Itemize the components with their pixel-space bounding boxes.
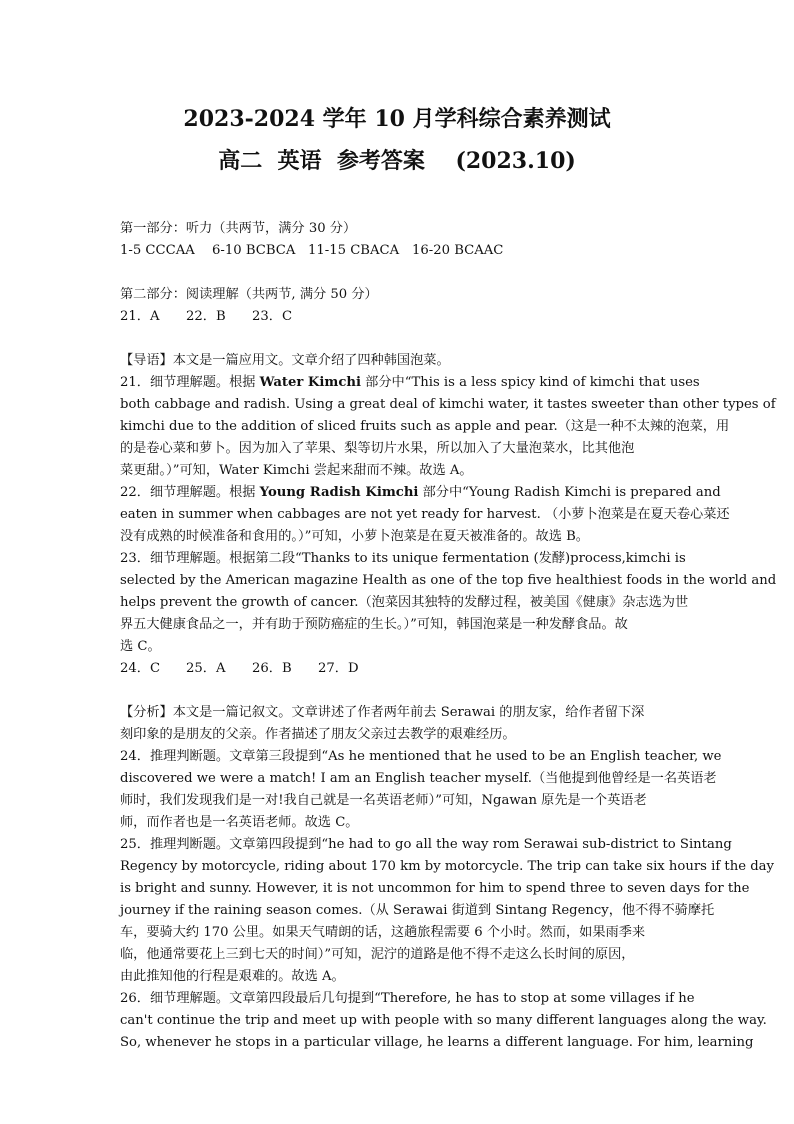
part2-answers-b (120, 658, 680, 680)
answer-group: 11-15 CBACA (308, 243, 400, 258)
answer-item: 22．B (186, 309, 226, 324)
q25-line: journey if the raining season comes.（从 Serawai 街道到 Sintang Regency，他不得不骑摩托 (120, 903, 715, 918)
q26-line: 26．细节理解题。文章第四段最后几句提到“Therefore, he has to stop at some villages if he (120, 991, 695, 1006)
q21-text: 部分中“This is a less spicy kind of kimchi that uses (360, 375, 700, 390)
q21-line: 的是卷心菜和萝卜。因为加入了苹果、梨等切片水果，所以加入了大量泡菜水，比其他泡 (120, 441, 635, 456)
q24-line: discovered we were a match! I am an English teacher myself.（当他提到他曾经是一名英语老 (120, 771, 717, 786)
part2-heading: 第二部分：阅读理解（共两节, 满分 50 分） (120, 287, 378, 302)
passage-b-intro: 【分析】本文是一篇记叙文。文章讲述了作者两年前去 Serawai 的朋友家，给作者留下深 (120, 705, 645, 720)
q22-prefix: 22．细节理解题。根据 (120, 485, 260, 500)
q24-line: 师时，我们发现我们是一对!我自己就是一名英语老师）”可知，Ngawan 原先是一个英语老 (120, 793, 647, 808)
q23-line: selected by the American magazine Health as one of the top five healthiest foods in the world and (120, 573, 777, 588)
q25-line: 车，要骑大约 170 公里。如果天气晴朗的话，这趟旅程需要 6 个小时。然而，如果雨季来 (120, 925, 646, 940)
q21-line: both cabbage and radish. Using a great deal of kimchi water, it tastes sweeter than other types of (120, 397, 776, 412)
q25-line: is bright and sunny. However, it is not uncommon for him to spend three to seven days for the (120, 881, 750, 896)
answer-item: 21．A (120, 309, 160, 324)
q25-line: 由此推知他的行程是艰难的。故选 A。 (120, 969, 345, 984)
q26-line: can't continue the trip and meet up with people with so many different languages along the way. (120, 1013, 767, 1028)
q25-line: 25．推理判断题。文章第四段提到“he had to go all the way rom Serawai sub-district to Sintang (120, 837, 732, 852)
q21-prefix: 21．细节理解题。根据 (120, 375, 260, 390)
answer-item: 25．A (186, 661, 226, 676)
page-subtitle: 高二 英语 参考答案 (2023.10) (218, 148, 576, 174)
answer-item: 26．B (252, 661, 292, 676)
q23-line: helps prevent the growth of cancer.（泡菜因其独特的发酵过程，被美国《健康》杂志选为世 (120, 595, 689, 610)
q25-line: 临，他通常要花上三到七天的时间）”可知，泥泞的道路是他不得不走这么长时间的原因， (120, 947, 635, 962)
answer-group: 16-20 BCAAC (412, 243, 504, 258)
q22-line (120, 482, 721, 504)
part1-answers (120, 240, 680, 262)
page-title: 2023-2024 学年 10 月学科综合素养测试 (183, 106, 611, 132)
q23-line: 23．细节理解题。根据第二段“Thanks to its unique fermentation (发酵)process,kimchi is (120, 551, 686, 566)
q25-line: Regency by motorcycle, riding about 170 km by motorcycle. The trip can take six hours if the day (120, 859, 774, 874)
answer-item: 27．D (318, 661, 359, 676)
answer-item: 23．C (252, 309, 293, 324)
passage-a-intro: 【导语】本文是一篇应用文。文章介绍了四种韩国泡菜。 (120, 353, 450, 368)
q21-line: 菜更甜。）”可知，Water Kimchi 尝起来甜而不辣。故选 A。 (120, 463, 473, 478)
q22-keyword: Young Radish Kimchi (259, 485, 419, 500)
answer-item: 24．C (120, 661, 161, 676)
passage-b-intro: 刻印象的是朋友的父亲。作者描述了朋友父亲过去教学的艰难经历。 (120, 727, 516, 742)
q24-line: 24．推理判断题。文章第三段提到“As he mentioned that he used to be an English teacher, we (120, 749, 722, 764)
q26-line: So, whenever he stops in a particular village, he learns a different language. For him, learning (120, 1035, 754, 1050)
q22-text: 部分中“Young Radish Kimchi is prepared and (418, 485, 721, 500)
answer-group: 6-10 BCBCA (212, 243, 296, 258)
q21-keyword: Water Kimchi (259, 375, 361, 390)
document-body (120, 218, 777, 1054)
part2-answers-a (120, 306, 680, 328)
part1-heading: 第一部分：听力（共两节，满分 30 分） (120, 221, 357, 236)
q24-line: 师，而作者也是一名英语老师。故选 C。 (120, 815, 359, 830)
q21-line (120, 372, 700, 394)
q23-line: 界五大健康食品之一，并有助于预防癌症的生长。）”可知，韩国泡菜是一种发酵食品。故 (120, 617, 628, 632)
q23-line: 选 C。 (120, 639, 161, 654)
q22-line: 没有成熟的时候准备和食用的。）”可知，小萝卜泡菜是在夏天被准备的。故选 B。 (120, 529, 589, 544)
q22-line: eaten in summer when cabbages are not yet ready for harvest. （小萝卜泡菜是在夏天卷心菜还 (120, 507, 730, 522)
q21-line: kimchi due to the addition of sliced fruits such as apple and pear.（这是一种不太辣的泡菜，用 (120, 419, 730, 434)
answer-group: 1-5 CCCAA (120, 243, 195, 258)
